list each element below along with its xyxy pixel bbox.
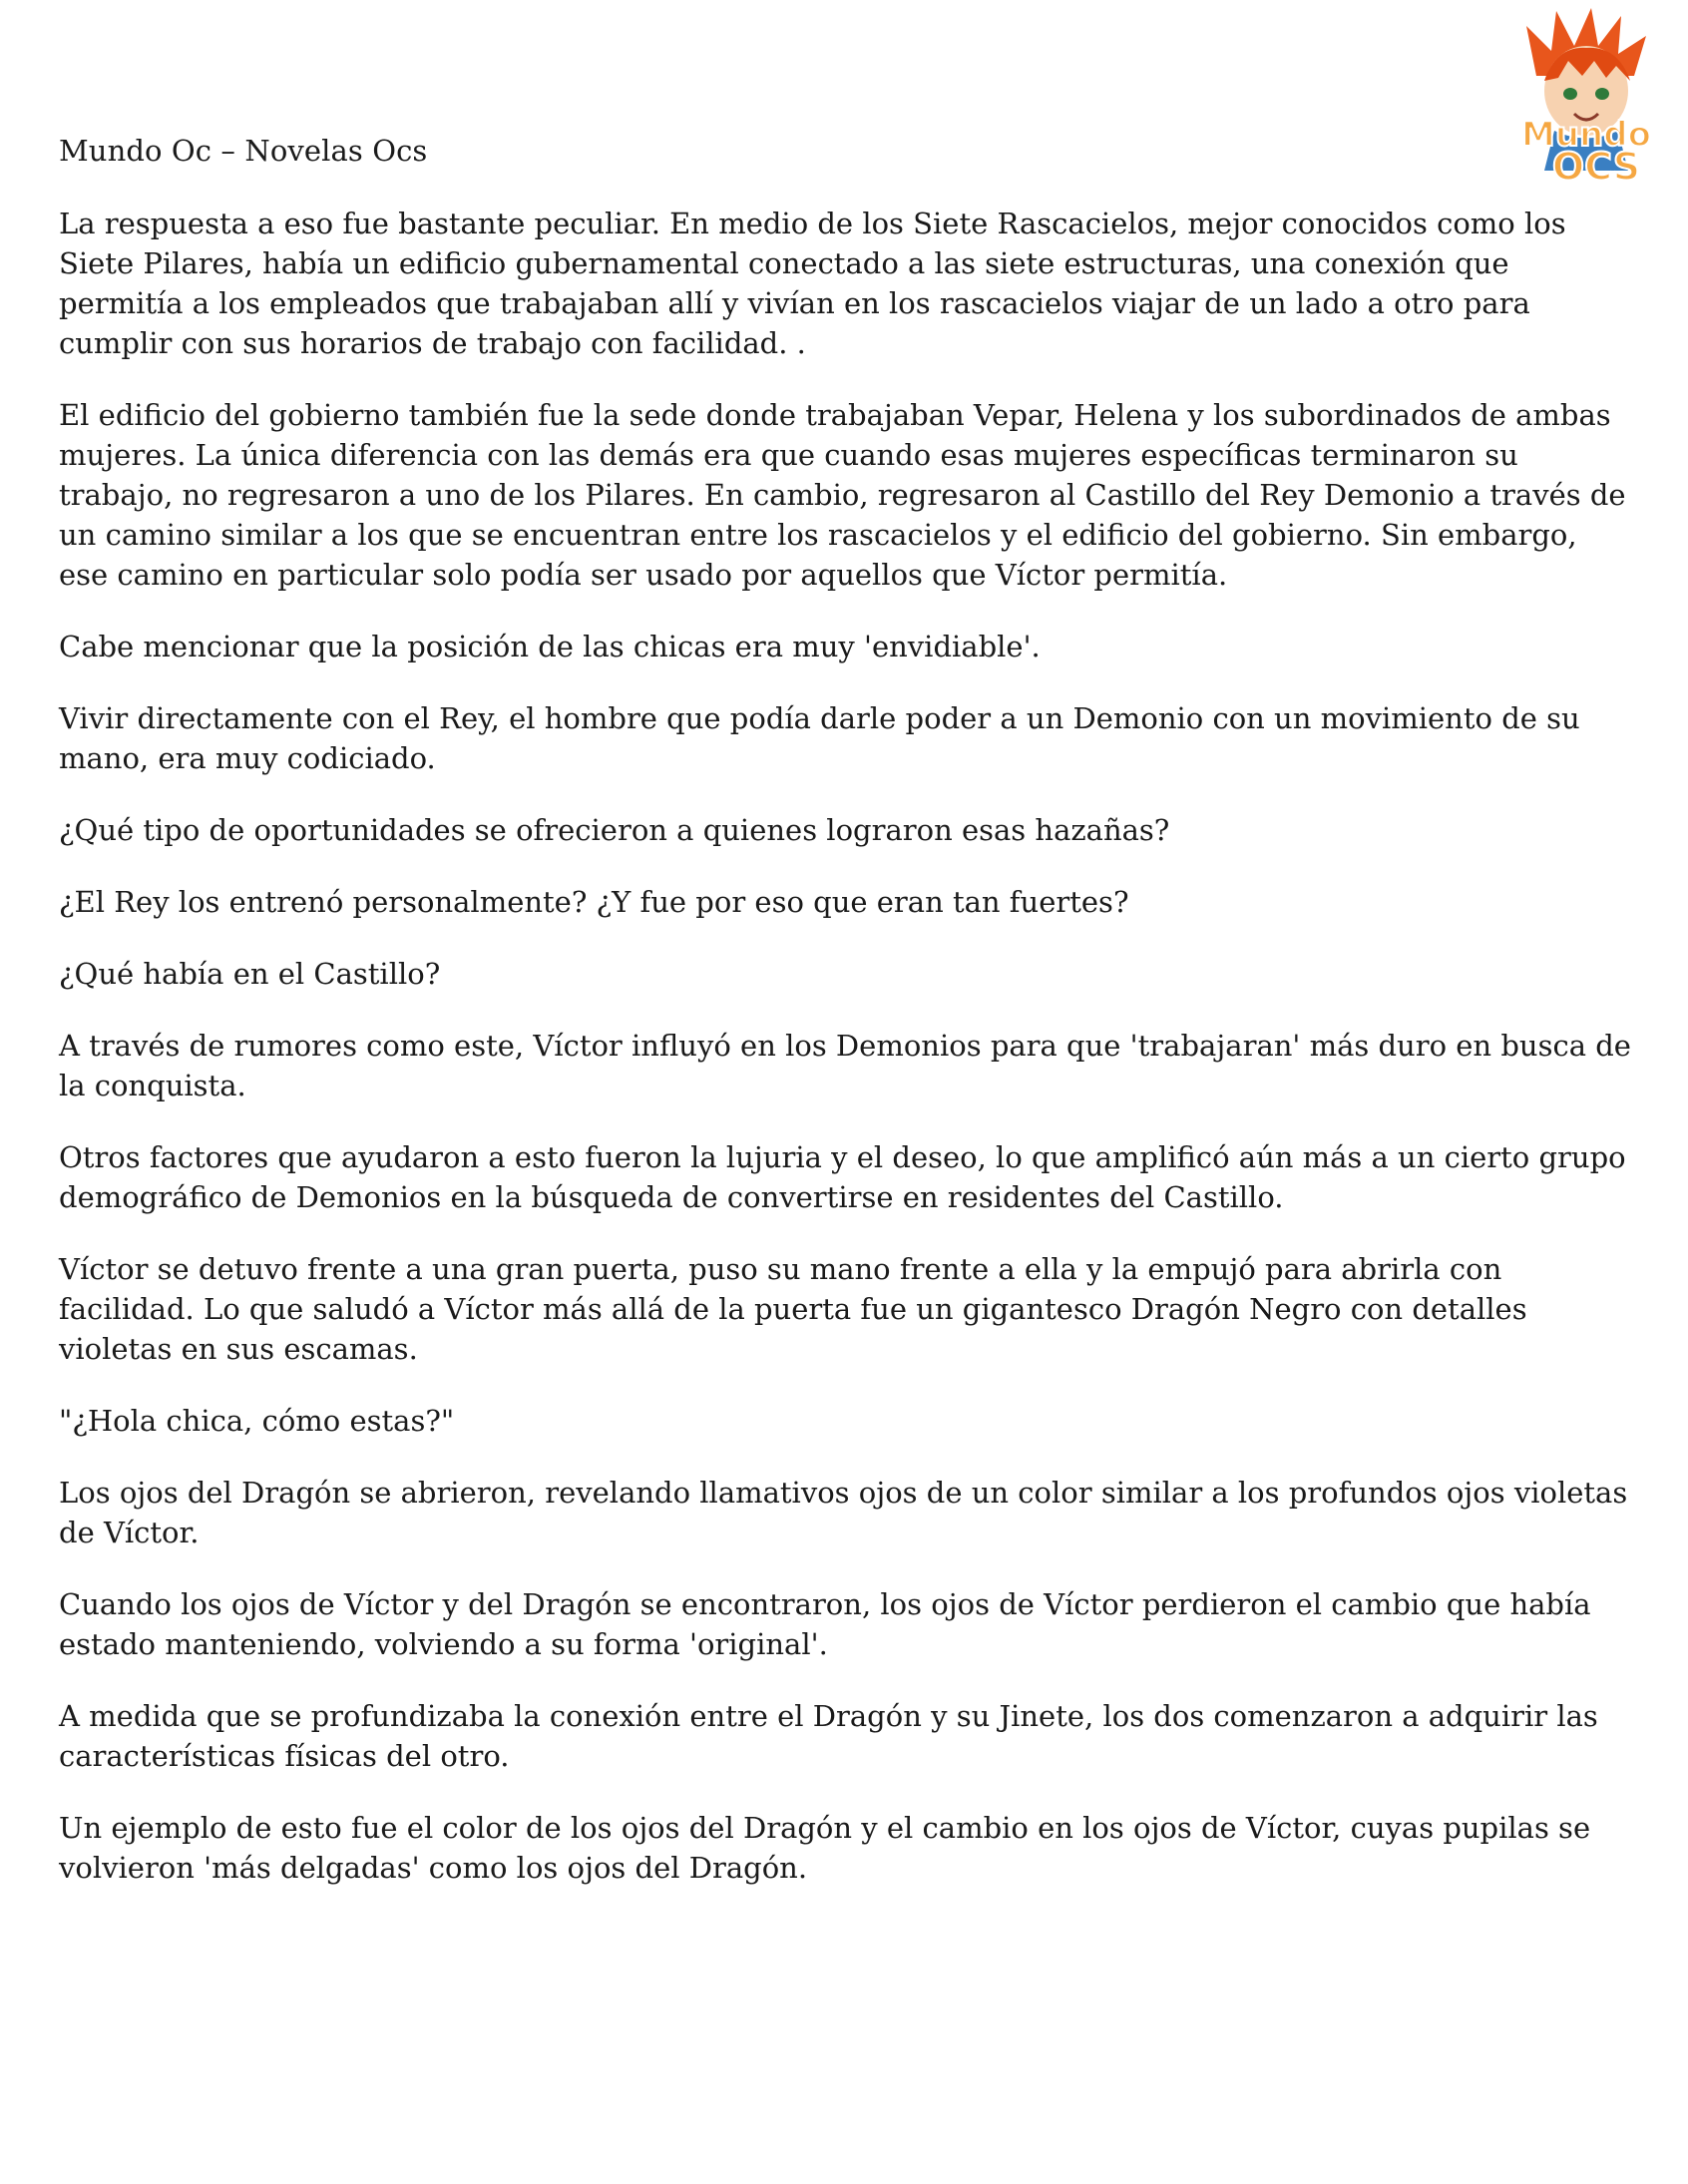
paragraph: "¿Hola chica, cómo estas?" xyxy=(59,1404,455,1438)
paragraph: Víctor se detuvo frente a una gran puerta, puso su mano frente a ella y la empujó para abrirla con facilidad. Lo que saludó a Víctor más allá de la puerta fue un gigantesco Dragón Negro con detalles violetas en sus escamas. xyxy=(59,1252,1527,1366)
paragraph: El edificio del gobierno también fue la sede donde trabajaban Vepar, Helena y los subordinados de ambas mujeres. La única diferencia con las demás era que cuando esas mujeres específicas terminaron su trabajo, no regresaron a uno de los Pilares. En cambio, regresaron al Castillo del Rey Demonio a través de un camino similar a los que se encuentran entre los rascacielos y el edificio del gobierno. Sin embargo, ese camino en particular solo podía ser usado por aquellos que Víctor permitía. xyxy=(59,398,1626,592)
right-eye xyxy=(1595,88,1609,100)
left-eye xyxy=(1563,88,1577,100)
paragraph: ¿El Rey los entrenó personalmente? ¿Y fue por eso que eran tan fuertes? xyxy=(59,885,1129,919)
paragraph: Otros factores que ayudaron a esto fueron la lujuria y el deseo, lo que amplificó aún más a un cierto grupo demográfico de Demonios en la búsqueda de convertirse en residentes del Castillo. xyxy=(59,1140,1626,1214)
document-body xyxy=(59,204,1635,1920)
paragraph: La respuesta a eso fue bastante peculiar. En medio de los Siete Rascacielos, mejor conocidos como los Siete Pilares, había un edificio gubernamental conectado a las siete estructuras, una conexión que permitía a los empleados que trabajaban allí y vivían en los rascacielos viajar de un lado a otro para cumplir con sus horarios de trabajo con facilidad. . xyxy=(59,207,1566,360)
paragraph: Los ojos del Dragón se abrieron, revelando llamativos ojos de un color similar a los profundos ojos violetas de Víctor. xyxy=(59,1476,1628,1549)
logo-text-line1: Mundo xyxy=(1521,115,1651,155)
paragraph: Un ejemplo de esto fue el color de los ojos del Dragón y el cambio en los ojos de Víctor, cuyas pupilas se volvieron 'más delgadas' como los ojos del Dragón. xyxy=(59,1811,1591,1885)
paragraph: Cabe mencionar que la posición de las chicas era muy 'envidiable'. xyxy=(59,630,1041,663)
paragraph: ¿Qué había en el Castillo? xyxy=(59,957,441,991)
paragraph: ¿Qué tipo de oportunidades se ofrecieron a quienes lograron esas hazañas? xyxy=(59,813,1170,847)
logo-text-line2: OCS xyxy=(1551,145,1641,186)
logo-graphic xyxy=(1496,6,1676,186)
paragraph: Cuando los ojos de Víctor y del Dragón se encontraron, los ojos de Víctor perdieron el cambio que había estado manteniendo, volviendo a su forma 'original'. xyxy=(59,1587,1591,1661)
paragraph: A través de rumores como este, Víctor influyó en los Demonios para que 'trabajaran' más duro en busca de la conquista. xyxy=(59,1029,1631,1102)
paragraph: Vivir directamente con el Rey, el hombre que podía darle poder a un Demonio con un movimiento de su mano, era muy codiciado. xyxy=(59,701,1580,775)
mundo-ocs-logo xyxy=(1496,6,1676,186)
paragraph: A medida que se profundizaba la conexión entre el Dragón y su Jinete, los dos comenzaron a adquirir las características físicas del otro. xyxy=(59,1699,1598,1773)
document-header: Mundo Oc – Novelas Ocs xyxy=(59,134,428,168)
